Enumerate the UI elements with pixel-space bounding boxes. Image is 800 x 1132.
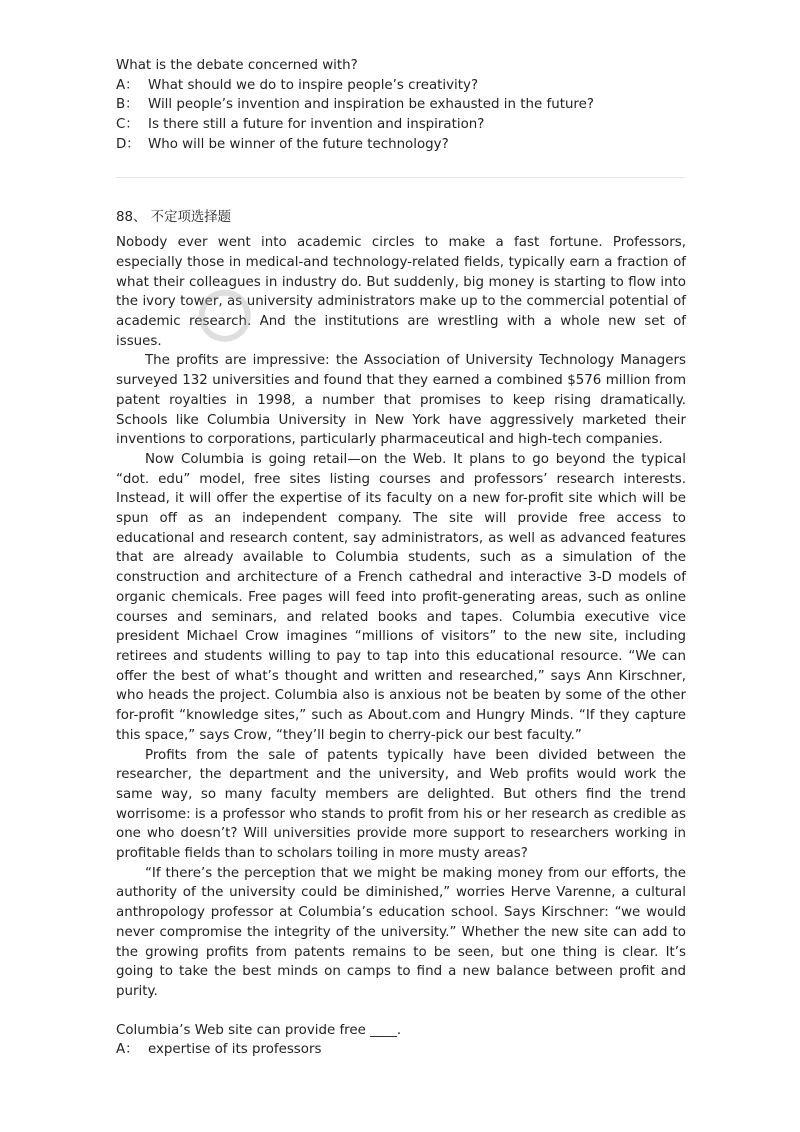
question-88-number: 88、 不定项选择题 — [116, 209, 232, 225]
option-d-text: Who will be winner of the future technology? — [148, 136, 449, 152]
option-b[interactable] — [116, 95, 686, 115]
option-a[interactable] — [116, 76, 686, 96]
question-87-stem: What is the debate concerned with? — [116, 58, 358, 73]
passage-paragraph-4: Profits from the sale of patents typically have been divided between the researcher, the department and the university, and Web profits would work the same way, so many faculty members are delighted. But others find the trend worrisome: is a professor who stands to profit from his or her research as credible as one who doesn’t? Will universities provide more support to researchers working in profitable fields than to scholars toiling in more musty areas? — [116, 747, 686, 862]
passage-paragraph-1: Nobody ever went into academic circles to make a fast fortune. Professors, especially those in medical-and technology-related fields, typically earn a fraction of what their colleagues in industry do. But suddenly, big money is starting to flow into the ivory tower, as university administrators make up to the commercial potential of academic research. And the institutions are wrestling with a whole new set of issues. — [116, 235, 686, 349]
passage-paragraph-5: “If there’s the perception that we might be making money from our efforts, the authority of the university could be diminished,” worries Herve Varenne, a cultural anthropology professor at Columbia’s education school. Says Kirschner: “we would never compromise the integrity of the university.” Whether the new site can add to the growing profits from patents remains to be seen, but one thing is clear. It’s going to take the best minds on camps to find a new balance between profit and purity. — [116, 865, 686, 999]
option-c[interactable] — [116, 115, 686, 135]
option-b-key: B： — [116, 97, 139, 113]
passage-paragraph-2: The profits are impressive: the Association of University Technology Managers surveyed 132 universities and found that they earned a combined $576 million from patent royalties in 1998, a number that promises to keep rising dramatically. Schools like Columbia University in New York have aggressively marketed their inventions to corporations, particularly pharmaceutical and high-tech companies. — [116, 353, 686, 448]
option-c-text: Is there still a future for invention and inspiration? — [148, 117, 485, 133]
spacer — [116, 1002, 686, 1021]
question-88-stem: Columbia’s Web site can provide free ____. — [116, 1022, 402, 1038]
option-a-text: What should we do to inspire people’s creativity? — [148, 77, 479, 93]
option-d[interactable] — [116, 135, 686, 155]
question-page — [116, 56, 686, 1060]
option-a-88[interactable] — [116, 1040, 686, 1060]
passage-paragraph-3: Now Columbia is going retail—on the Web. It plans to go beyond the typical “dot. edu” model, free sites listing courses and professors’ research interests. Instead, it will offer the expertise of its faculty on a new for-profit site which will be spun off as an independent company. The site will provide free access to educational and research content, say administrators, as well as advanced features that are already available to Columbia students, such as a simulation of the construction and architecture of a French cathedral and interactive 3-D models of organic chemicals. Free pages will feed into profit-generating areas, such as online courses and seminars, and related books and tapes. Columbia executive vice president Michael Crow imagines “millions of visitors” to the new site, including retirees and students willing to pay to tap into this educational resource. “We can offer the best of what’s thought and written and researched,” says Ann Kirschner, who heads the project. Columbia also is anxious not be beaten by some of the other for-profit “knowledge sites,” such as About.com and Hungry Minds. “If they capture this space,” says Crow, “they’ll begin to cherry-pick our best faculty.” — [116, 451, 686, 743]
option-a-88-text: expertise of its professors — [148, 1042, 322, 1058]
option-d-key: D： — [116, 136, 140, 152]
option-a-key: A： — [116, 77, 139, 93]
section-divider — [116, 177, 686, 178]
option-c-key: C： — [116, 117, 139, 133]
option-b-text: Will people’s invention and inspiration be exhausted in the future? — [148, 97, 594, 113]
option-a-88-key: A： — [116, 1042, 139, 1058]
